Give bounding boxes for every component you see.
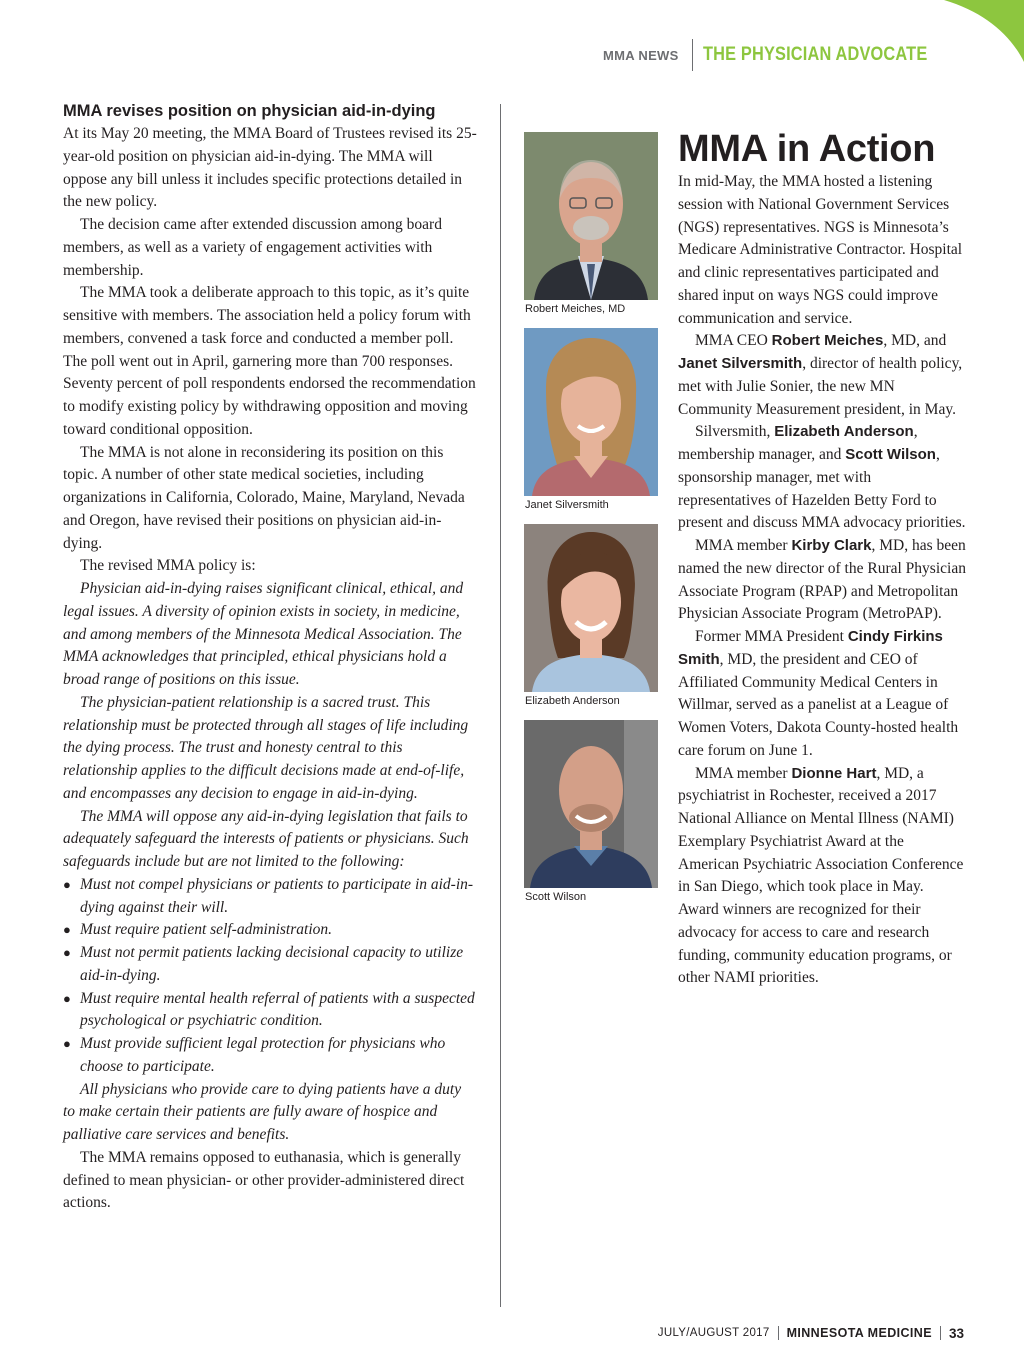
- policy-paragraph: The physician-patient relationship is a sacred trust. This relationship must be protected through all stages of life including the dying process. The trust and honesty central to this relationship applies to the difficult decisions made at end-of-life, and encompasses any decision to engage in aid-in-dying.: [63, 693, 469, 802]
- portrait-scott-wilson: [524, 720, 658, 888]
- issue-date: JULY/AUGUST 2017: [657, 1327, 770, 1339]
- list-item-text: Must not permit patients lacking decisional capacity to utilize aid-in-dying.: [80, 944, 464, 984]
- page-footer: [658, 1323, 964, 1343]
- list-item-text: Must not compel physicians or patients to participate in aid-in-dying against their will.: [80, 875, 474, 916]
- person-name: Scott Wilson: [845, 446, 936, 463]
- footer-divider: [940, 1326, 941, 1340]
- person-name: Kirby Clark: [791, 537, 872, 554]
- policy-paragraph: The MMA will oppose any aid-in-dying legislation that fails to adequately safeguard the interests of patients or physicians. Such safeguards include but are not limited to the following:: [63, 807, 469, 870]
- person-name: Dionne Hart: [791, 764, 877, 782]
- list-item-text: Must provide sufficient legal protection for physicians who choose to participate.: [80, 1035, 446, 1075]
- list-item: [63, 919, 477, 942]
- article-title: MMA revises position on physician aid-in-dying: [63, 102, 436, 120]
- person-name: Janet Silversmith: [678, 355, 803, 372]
- photo-caption: Scott Wilson: [525, 891, 587, 903]
- page-header: [603, 38, 964, 72]
- header-section: MMA NEWS: [603, 47, 679, 63]
- list-item: [63, 942, 477, 988]
- action-paragraph: Former MMA President Cindy Firkins Smith, MD, the president and CEO of Affiliated Community Medical Centers in Willmar, served as a panelist at a League of Women Voters, Dakota County-hosted health care forum on June 1.: [678, 628, 959, 759]
- person-name: Cindy Firkins Smith: [678, 628, 943, 668]
- article-paragraph: The MMA is not alone in reconsidering its position on this topic. A number of other state medical societies, including organizations in California, Colorado, Maine, Maryland, Nevada and Oregon, have revised their positions on physician aid-in-dying.: [63, 443, 465, 552]
- bullet-icon: ●: [63, 990, 71, 1006]
- list-item-text: Must require patient self-administration.: [80, 921, 333, 939]
- list-item: [63, 988, 477, 1034]
- article-paragraph: The revised MMA policy is:: [80, 557, 256, 575]
- portrait-janet-silversmith: [524, 328, 658, 496]
- policy-paragraph: All physicians who provide care to dying patients have a duty to make certain their patients are fully aware of hospice and palliative care services and benefits.: [63, 1080, 462, 1143]
- list-item-text: Must require mental health referral of patients with a suspected psychological or psychiatric condition.: [80, 989, 475, 1030]
- list-item: [63, 874, 477, 920]
- footer-divider: [778, 1326, 779, 1340]
- photo-caption: Elizabeth Anderson: [525, 695, 620, 707]
- bullet-icon: ●: [63, 945, 71, 960]
- portrait-elizabeth-anderson: [524, 524, 658, 692]
- photo-caption: Robert Meiches, MD: [525, 303, 626, 315]
- photo-column: [524, 132, 659, 916]
- article-paragraph: The decision came after extended discussion among board members, as well as a variety of engagement activities with membership.: [63, 216, 442, 279]
- mma-in-action-title: MMA in Action: [678, 128, 936, 170]
- portrait-robert-meiches: [524, 132, 658, 300]
- article-paragraph: The MMA took a deliberate approach to this topic, as it’s quite sensitive with members. The association held a policy forum with members, convened a task force and conducted a member poll. The poll went out in April, garnering more than 700 responses. Seventy percent of poll respondents endorsed the recommendation to modify existing policy by withdrawing opposition and moving toward conditional opposition.: [63, 284, 476, 438]
- article-paragraph: At its May 20 meeting, the MMA Board of Trustees revised its 25-year-old position on physician aid-in-dying. The MMA will oppose any bill unless it includes specific protections detailed in the new policy.: [63, 125, 477, 211]
- action-paragraph: MMA CEO Robert Meiches, MD, and Janet Silversmith, director of health policy, met with Julie Sonier, the new MN Community Measurement president, in May.: [678, 332, 963, 418]
- action-paragraph: In mid-May, the MMA hosted a listening session with National Government Services (NGS) representatives. NGS is Minnesota’s Medicare Administrative Contractor. Hospital and clinic representatives participated and shared input on ways NGS could improve communication and service.: [678, 173, 963, 327]
- page-number: 33: [948, 1325, 964, 1341]
- person-name: Robert Meiches: [771, 332, 884, 350]
- safeguard-list: [63, 874, 477, 1079]
- article-column: [63, 100, 477, 1215]
- column-divider: [500, 104, 501, 1307]
- policy-paragraph: Physician aid-in-dying raises significant clinical, ethical, and legal issues. A diversity of opinion exists in society, in medicine, and among members of the Minnesota Medical Association. The MMA acknowledges that principled, ethical physicians hold a broad range of positions on this issue.: [63, 580, 464, 688]
- bullet-icon: ●: [63, 1036, 71, 1051]
- mma-in-action-column: [678, 127, 966, 990]
- bullet-icon: ●: [63, 922, 71, 938]
- person-name: Elizabeth Anderson: [774, 423, 914, 441]
- magazine-name: MINNESOTA MEDICINE: [786, 1326, 932, 1340]
- article-paragraph: The MMA remains opposed to euthanasia, which is generally defined to mean physician- or other provider-administered direct actions.: [63, 1148, 465, 1212]
- header-divider: [692, 39, 694, 71]
- header-title: THE PHYSICIAN ADVOCATE: [703, 44, 928, 65]
- action-paragraph: MMA member Dionne Hart, MD, a psychiatrist in Rochester, received a 2017 National Alliance on Mental Illness (NAMI) Exemplary Psychiatrist Award at the American Psychiatric Association Conference in San Diego, which took place in May. Award winners are recognized for their advocacy for access to care and research funding, community education programs, or other NAMI priorities.: [678, 764, 964, 987]
- action-paragraph: MMA member Kirby Clark, MD, has been named the new director of the Rural Physician Associate Program (RPAP) and Metropolitan Physician Associate Program (MetroPAP).: [678, 537, 966, 623]
- list-item: [63, 1033, 477, 1079]
- photo-caption: Janet Silversmith: [525, 499, 609, 511]
- action-paragraph: Silversmith, Elizabeth Anderson, membership manager, and Scott Wilson, sponsorship manager, met with representatives of Hazelden Betty Ford to present and discuss MMA advocacy priorities.: [678, 423, 966, 532]
- bullet-icon: ●: [63, 876, 71, 892]
